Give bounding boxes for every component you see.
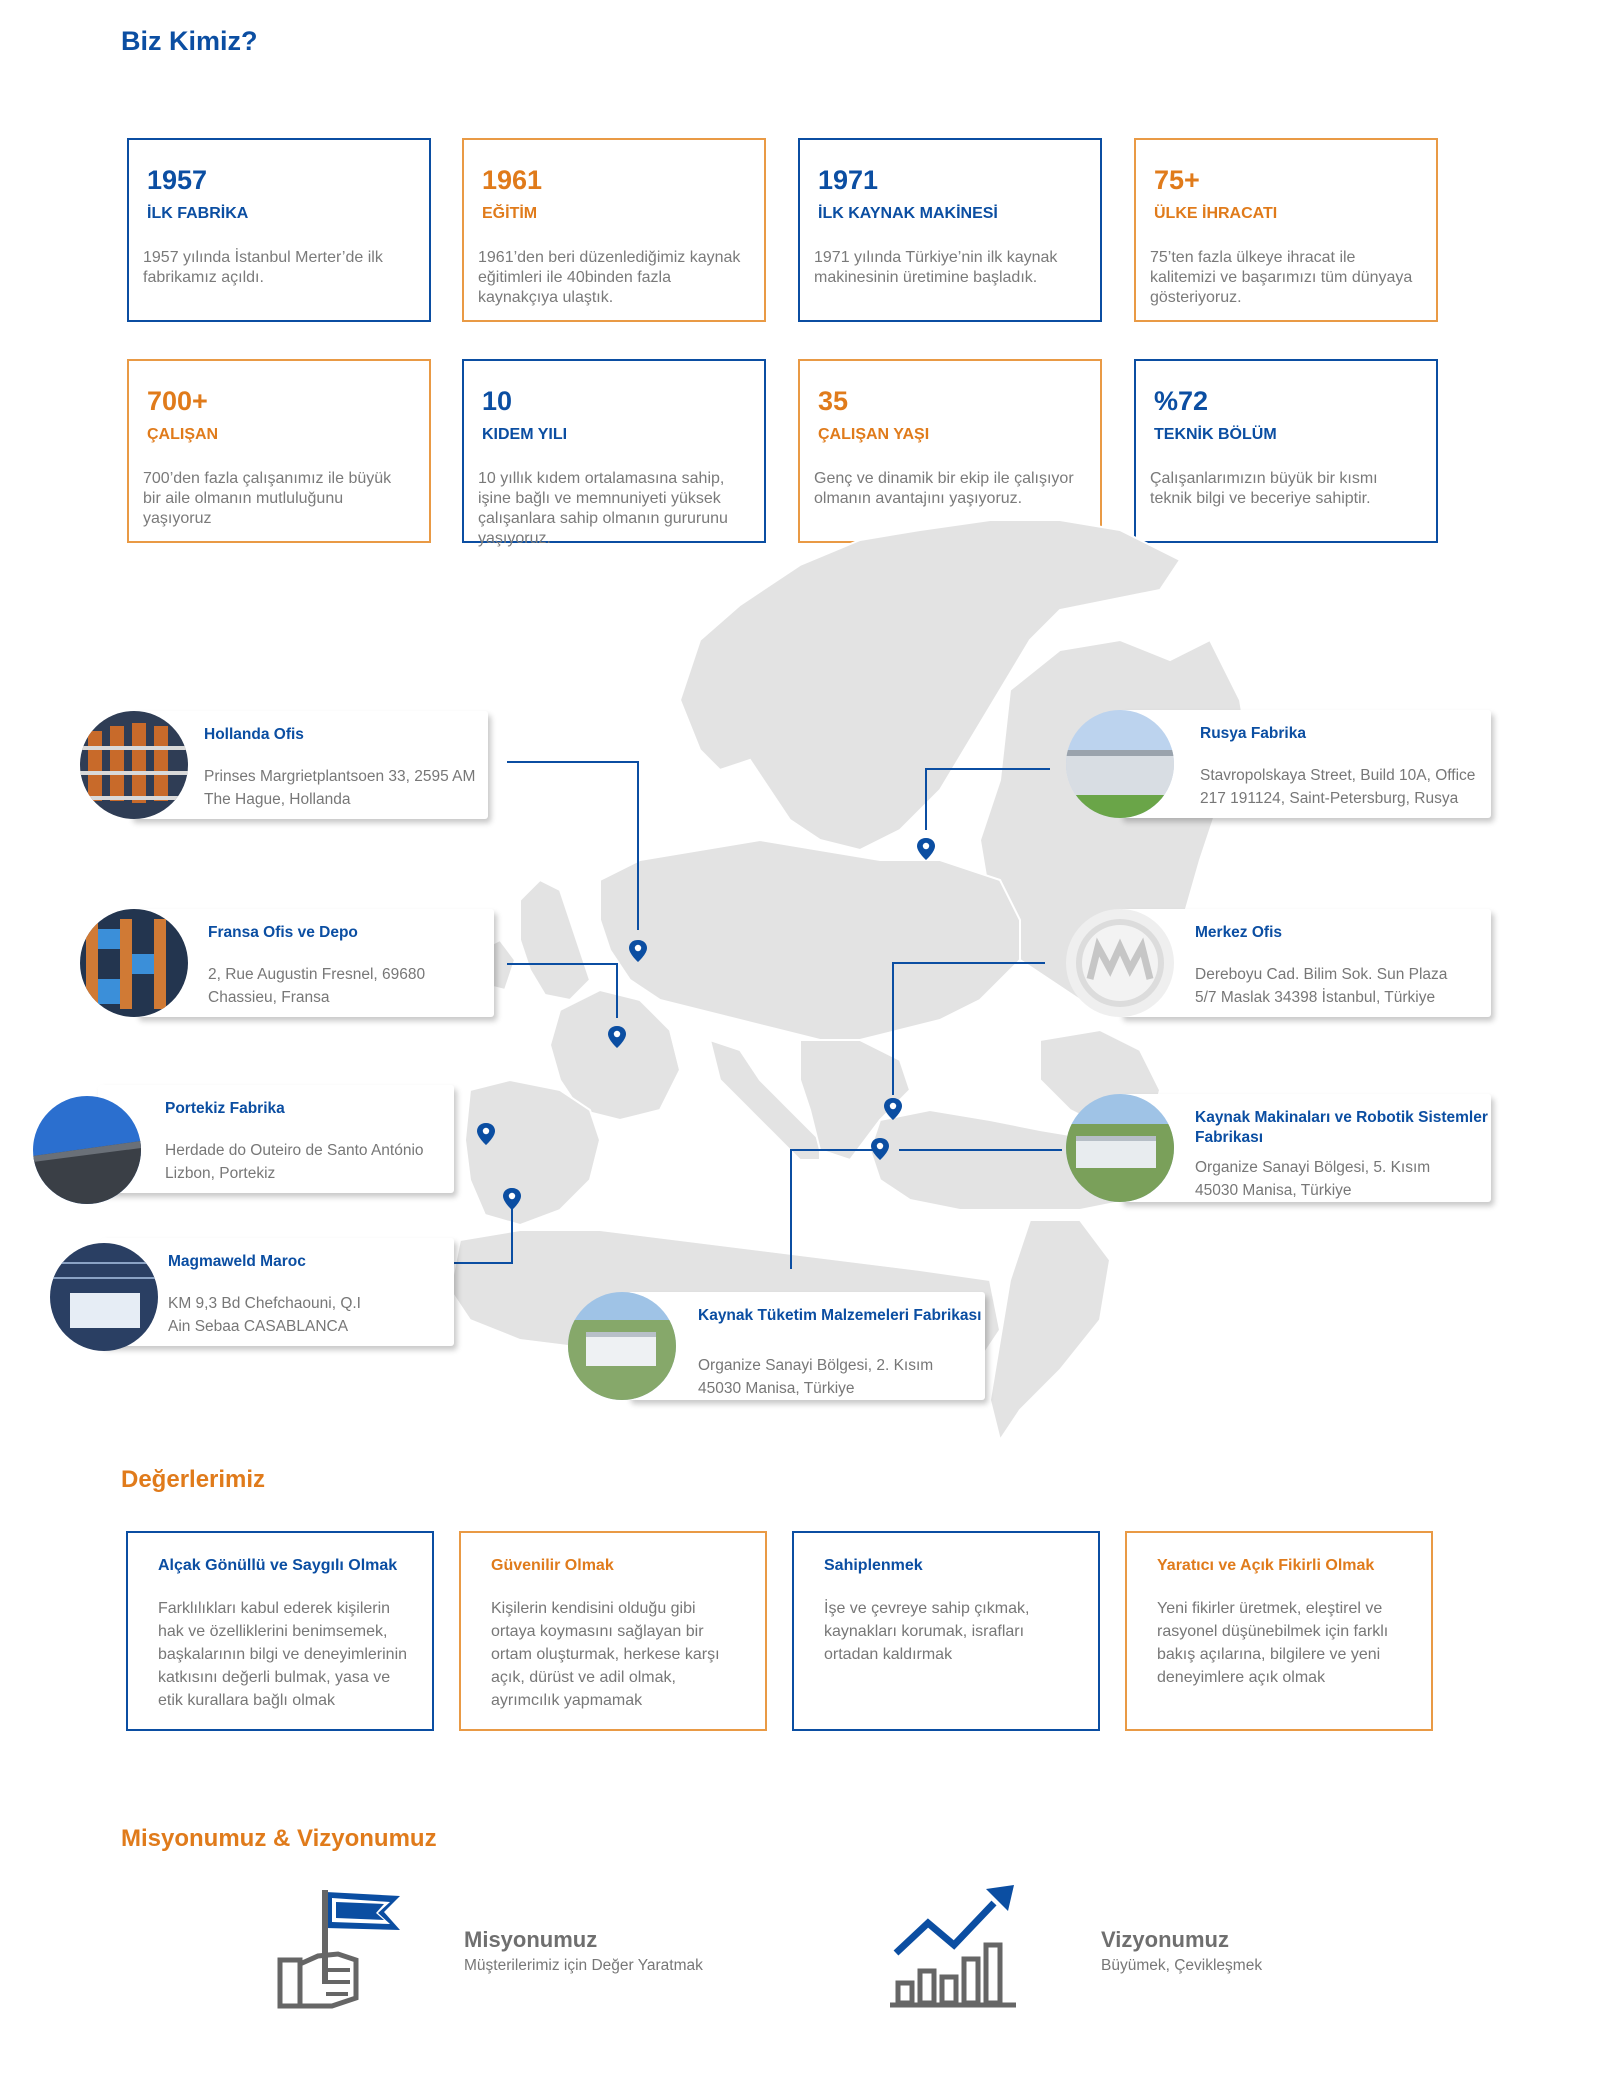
value-title: Yaratıcı ve Açık Fikirli Olmak xyxy=(1157,1557,1375,1574)
location-address: Dereboyu Cad. Bilim Sok. Sun Plaza 5/7 Maslak 34398 İstanbul, Türkiye xyxy=(1195,966,1448,1006)
mission-section-title: Misyonumuz & Vizyonumuz xyxy=(121,1825,437,1852)
stat-desc: Genç ve dinamik bir ekip ile çalışıyor olmanın avantajını yaşıyoruz. xyxy=(814,470,1074,507)
stat-number: 75+ xyxy=(1154,165,1200,195)
mission-heading: Misyonumuz xyxy=(464,1927,598,1952)
location-address: Prinses Margrietplantsoen 33, 2595 AM The Hague, Hollanda xyxy=(204,768,476,808)
stat-label: KIDEM YILI xyxy=(482,426,568,443)
stat-desc: 10 yıllık kıdem ortalamasına sahip, işine bağlı ve memnuniyeti yüksek çalışanlara sahip olmanın gururunu yaşıyoruz. xyxy=(478,470,728,547)
stat-desc: 1957 yılında İstanbul Merter’de ilk fabrikamız açıldı. xyxy=(143,249,383,286)
value-title: Sahiplenmek xyxy=(824,1557,923,1574)
location-card-portekiz xyxy=(98,1085,454,1193)
location-address: Herdade do Outeiro de Santo António Lizbon, Portekiz xyxy=(165,1142,424,1182)
mw-logo-icon xyxy=(1066,909,1174,1017)
location-title: Kaynak Makinaları ve Robotik Sistemler Fabrikası xyxy=(1195,1109,1488,1146)
stat-number: 1971 xyxy=(818,165,879,195)
map-pin-icon xyxy=(917,838,935,860)
stat-label: ÇALIŞAN xyxy=(147,426,219,443)
stat-desc: 700’den fazla çalışanımız ile büyük bir aile olmanın mutluluğunu yaşıyoruz xyxy=(143,470,392,527)
values-title: Değerlerimiz xyxy=(121,1466,266,1493)
location-title: Hollanda Ofis xyxy=(204,726,304,743)
location-title: Kaynak Tüketim Malzemeleri Fabrikası xyxy=(698,1307,982,1324)
location-address: Stavropolskaya Street, Build 10A, Office 217 191124, Saint-Petersburg, Rusya xyxy=(1200,767,1476,807)
location-photo xyxy=(80,711,188,819)
stat-label: İLK FABRİKA xyxy=(147,205,249,222)
location-title: Portekiz Fabrika xyxy=(165,1100,285,1117)
stat-number: 1957 xyxy=(147,165,208,195)
location-card-rusya xyxy=(1120,710,1491,818)
stat-label: TEKNİK BÖLÜM xyxy=(1154,426,1277,443)
location-title: Fransa Ofis ve Depo xyxy=(208,924,358,941)
location-card-kaynak-makina xyxy=(1120,1094,1491,1202)
location-card-fransa xyxy=(136,909,494,1017)
value-card xyxy=(792,1531,1100,1731)
value-desc: Farklılıkları kabul ederek kişilerin hak ve özelliklerini benimsemek, başkalarının bilgi ve deneyimlerinin katkısını değerli bulmak, yasa ve etik kurallara bağlı olmak xyxy=(158,1600,408,1709)
value-desc: Kişilerin kendisini olduğu gibi ortaya koymasını sağlayan bir ortam oluşturmak, herkese karşı açık, dürüst ve adil olmak, ayrımcılık yapmamak xyxy=(491,1600,720,1709)
location-address: Organize Sanayi Bölgesi, 2. Kısım 45030 Manisa, Türkiye xyxy=(698,1357,934,1397)
location-photo xyxy=(1066,710,1174,818)
value-card xyxy=(1125,1531,1433,1731)
stat-desc: 1961’den beri düzenlediğimiz kaynak eğitimleri ile 40binden fazla kaynakçıya ulaştık. xyxy=(478,249,741,306)
location-address: KM 9,3 Bd Chefchaouni, Q.I Ain Sebaa CASABLANCA xyxy=(168,1295,361,1335)
value-title: Güvenilir Olmak xyxy=(491,1557,614,1574)
location-card-kaynak-tuketim xyxy=(628,1292,985,1400)
stat-label: İLK KAYNAK MAKİNESİ xyxy=(818,205,998,222)
stat-label: ÇALIŞAN YAŞI xyxy=(818,426,930,443)
location-address: 2, Rue Augustin Fresnel, 69680 Chassieu, Fransa xyxy=(208,966,426,1006)
vision-heading: Vizyonumuz xyxy=(1101,1927,1229,1952)
stat-label: ÜLKE İHRACATI xyxy=(1154,205,1278,222)
location-photo xyxy=(50,1243,158,1351)
location-card-merkez xyxy=(1120,909,1491,1017)
stat-number: 10 xyxy=(482,386,513,416)
location-address: Organize Sanayi Bölgesi, 5. Kısım 45030 Manisa, Türkiye xyxy=(1195,1159,1431,1199)
location-title: Magmaweld Maroc xyxy=(168,1253,306,1270)
value-desc: İşe ve çevreye sahip çıkmak, kaynakları korumak, israfları ortadan kaldırmak xyxy=(824,1600,1030,1663)
value-desc: Yeni fikirler üretmek, eleştirel ve rasyonel düşünebilmek için farklı bakış açılarına, bilgilere ve yeni deneyimlere açık olmak xyxy=(1157,1600,1389,1686)
stat-number: 700+ xyxy=(147,386,208,416)
growth-chart-icon xyxy=(890,1883,1030,2008)
location-photo xyxy=(568,1292,676,1400)
about-title: Biz Kimiz? xyxy=(121,26,258,56)
location-photo xyxy=(1066,1094,1174,1202)
stat-number: 35 xyxy=(818,386,849,416)
stat-label: EĞİTİM xyxy=(482,205,538,222)
location-photo xyxy=(33,1096,141,1204)
mission-text: Müşterilerimiz için Değer Yaratmak xyxy=(464,1957,703,1974)
stat-number: 1961 xyxy=(482,165,543,195)
value-card xyxy=(459,1531,767,1731)
value-card xyxy=(126,1531,434,1731)
flag-hand-icon xyxy=(272,1888,422,2018)
location-photo xyxy=(80,909,188,1017)
location-title: Merkez Ofis xyxy=(1195,924,1283,941)
stat-number: %72 xyxy=(1154,386,1209,416)
stat-desc: Çalışanlarımızın büyük bir kısmı teknik bilgi ve beceriye sahiptir. xyxy=(1150,470,1378,507)
location-title: Rusya Fabrika xyxy=(1200,725,1306,742)
stat-desc: 1971 yılında Türkiye’nin ilk kaynak makinesinin üretimine başladık. xyxy=(814,249,1058,286)
stat-desc: 75’ten fazla ülkeye ihracat ile kalitemizi ve başarımızı tüm dünyaya gösteriyoruz. xyxy=(1150,249,1413,306)
vision-text: Büyümek, Çevikleşmek xyxy=(1101,1957,1263,1974)
value-title: Alçak Gönüllü ve Saygılı Olmak xyxy=(158,1557,398,1574)
